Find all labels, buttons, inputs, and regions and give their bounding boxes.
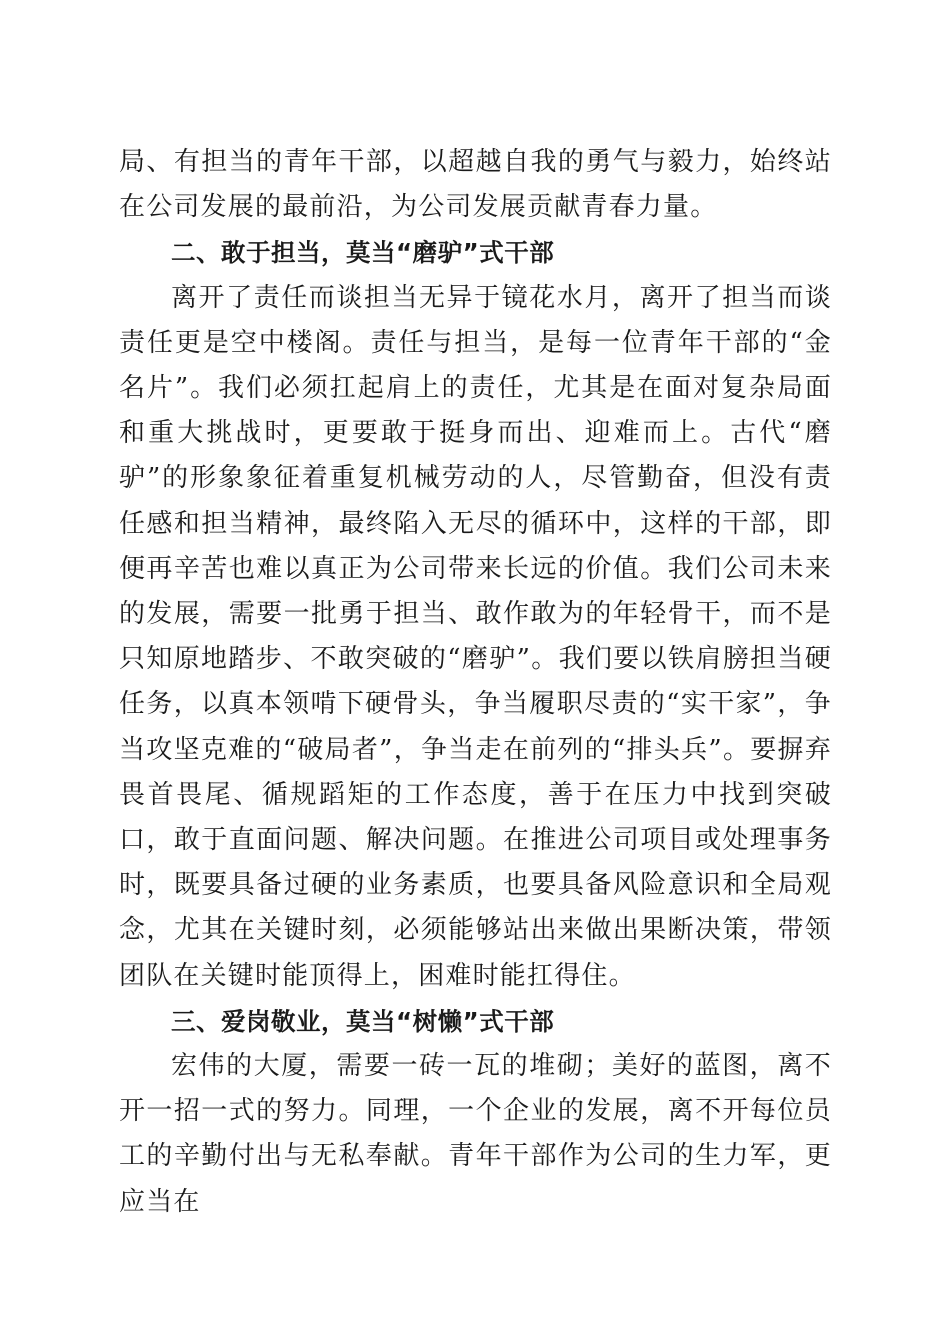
paragraph-continuation: 局、有担当的青年干部，以超越自我的勇气与毅力，始终站在公司发展的最前沿，为公司发展贡献青春力量。 (119, 147, 832, 223)
document-body (119, 140, 832, 1225)
paragraph-section-2: 离开了责任而谈担当无异于镜花水月，离开了担当而谈责任更是空中楼阁。责任与担当，是每一位青年干部的“金名片”。我们必须扛起肩上的责任，尤其是在面对复杂局面和重大挑战时，更要敢于挺身而出、迎难而上。古代“磨驴”的形象象征着重复机械劳动的人，尽管勤奋，但没有责任感和担当精神，最终陷入无尽的循环中，这样的干部，即便再辛苦也难以真正为公司带来长远的价值。我们公司未来的发展，需要一批勇于担当、敢作敢为的年轻骨干，而不是只知原地踏步、不敢突破的“磨驴”。我们要以铁肩膀担当硬任务，以真本领啃下硬骨头，争当履职尽责的“实干家”，争当攻坚克难的“破局者”，争当走在前列的“排头兵”。要摒弃畏首畏尾、循规蹈矩的工作态度，善于在压力中找到突破口，敢于直面问题、解决问题。在推进公司项目或处理事务时，既要具备过硬的业务素质，也要具备风险意识和全局观念，尤其在关键时刻，必须能够站出来做出果断决策，带领团队在关键时能顶得上，困难时能扛得住。 (119, 282, 832, 991)
paragraph-section-3: 宏伟的大厦，需要一砖一瓦的堆砌；美好的蓝图，离不开一招一式的努力。同理，一个企业的发展，离不开每位员工的辛勤付出与无私奉献。青年干部作为公司的生力军，更应当在 (119, 1051, 832, 1217)
section-heading-3: 三、爱岗敬业，莫当“树懒”式干部 (171, 1006, 555, 1036)
section-heading-2: 二、敢于担当，莫当“磨驴”式干部 (171, 238, 555, 268)
